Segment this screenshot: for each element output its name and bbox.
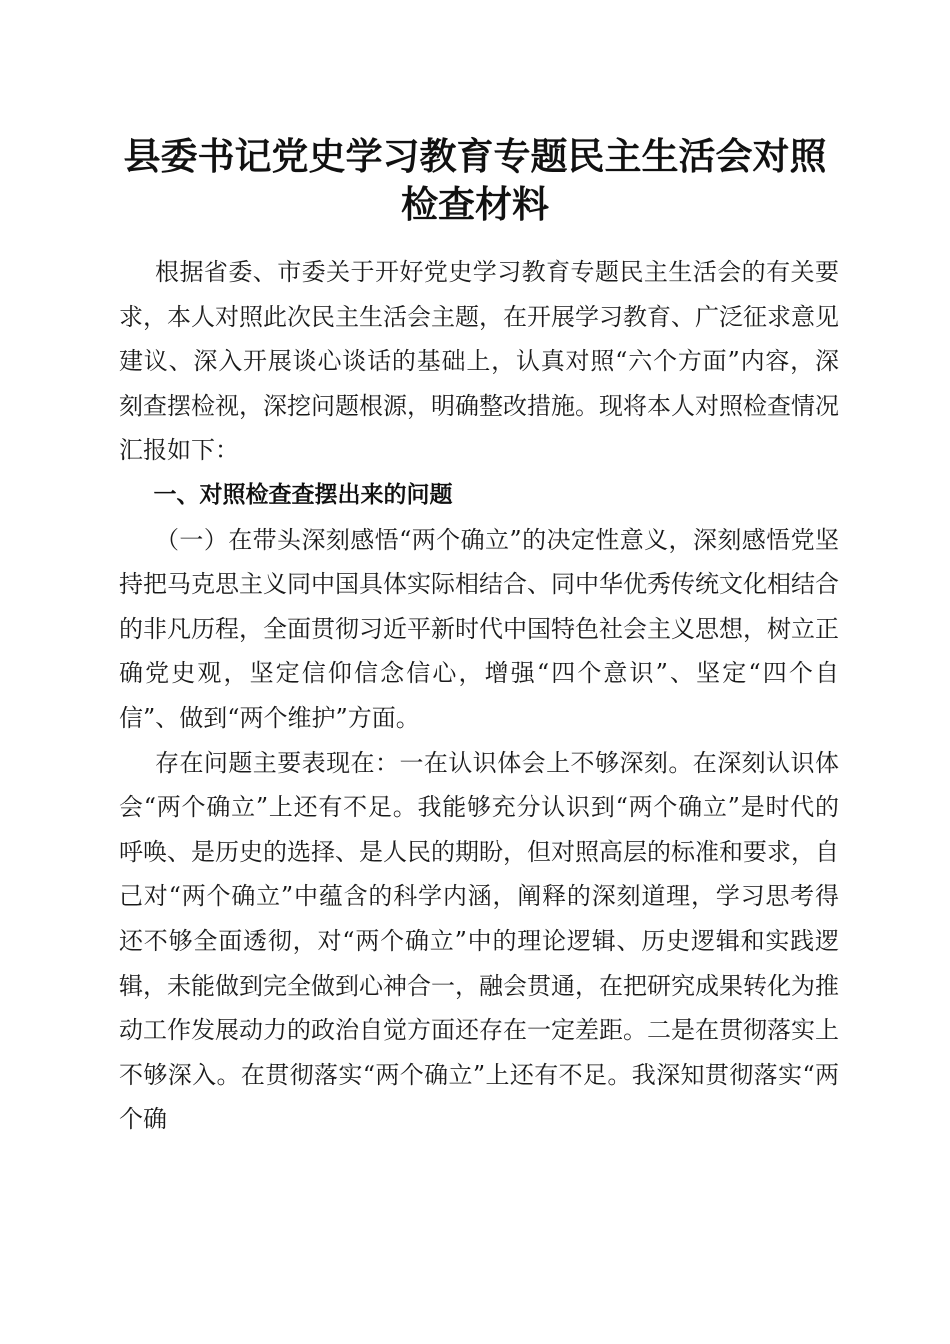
problems-paragraph: 存在问题主要表现在：一在认识体会上不够深刻。在深刻认识体会“两个确立”上还有不足。我能够充分认识到“两个确立”是时代的呼唤、是历史的选择、是人民的期盼，但对照高层的标准和要求，自己对“两个确立”中蕴含的科学内涵，阐释的深刻道理，学习思考得还不够全面透彻，对“两个确立”中的理论逻辑、历史逻辑和实践逻辑，未能做到完全做到心神合一，融会贯通，在把研究成果转化为推动工作发展动力的政治自觉方面还存在一定差距。二是在贯彻落实上不够深入。在贯彻落实“两个确立”上还有不足。我深知贯彻落实“两个确 [119, 748, 839, 1134]
subsection-paragraph: （一）在带头深刻感悟“两个确立”的决定性意义，深刻感悟党坚持把马克思主义同中国具体实际相结合、同中华优秀传统文化相结合的非凡历程，全面贯彻习近平新时代中国特色社会主义思想，树立正确党史观，坚定信仰信念信心，增强“四个意识”、坚定“四个自信”、做到“两个维护”方面。 [119, 525, 839, 732]
intro-paragraph: 根据省委、市委关于开好党史学习教育专题民主生活会的有关要求，本人对照此次民主生活会主题，在开展学习教育、广泛征求意见建议、深入开展谈心谈话的基础上，认真对照“六个方面”内容，深刻查摆检视，深挖问题根源，明确整改措施。现将本人对照检查情况汇报如下： [119, 258, 839, 465]
document-body [119, 250, 839, 1142]
document-title: 县委书记党史学习教育专题民主生活会对照检查材料 [123, 134, 827, 226]
section-heading: 一、对照检查查摆出来的问题 [153, 481, 453, 508]
